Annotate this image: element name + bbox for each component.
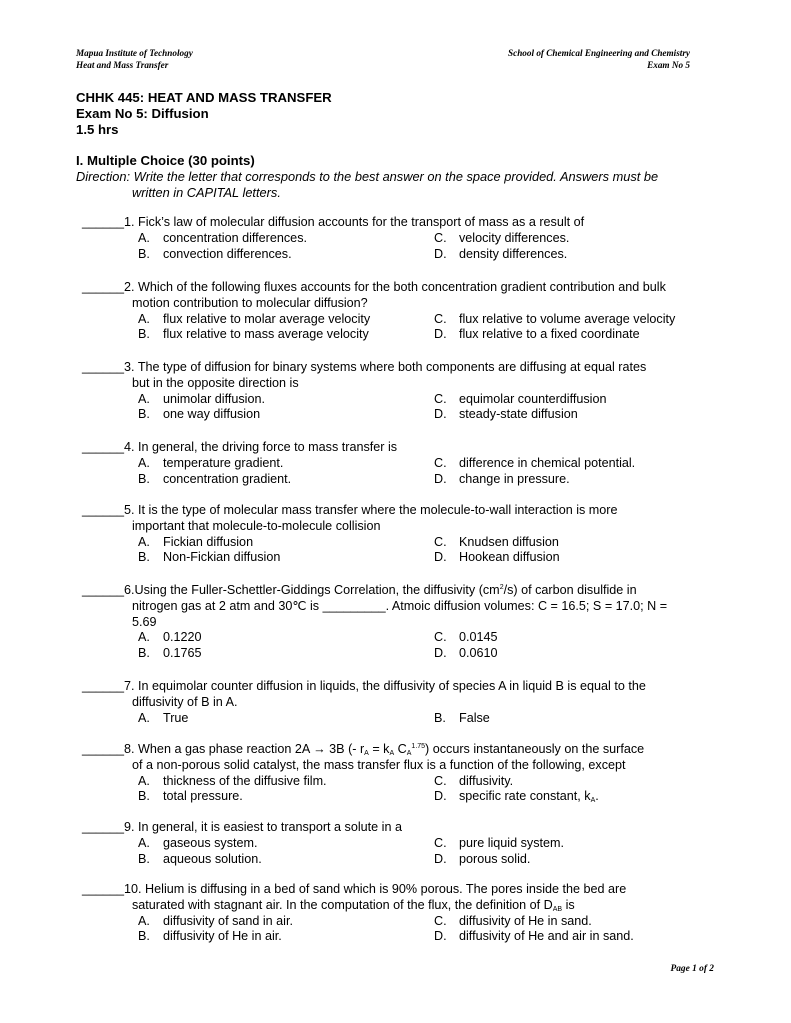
subscript: A [364,750,369,757]
question-stem-cont: motion contribution to molecular diffusion? [132,295,368,310]
page-number: Page 1 of 2 [670,964,714,974]
answer-blank[interactable]: ______ [82,503,125,517]
answer-blank[interactable]: ______ [82,882,125,896]
question-stem-cont: diffusivity of B in A. [132,694,238,709]
question-number: 6. [124,583,135,597]
question-stem: The type of diffusion for binary systems where both components are diffusing at equal rates [134,360,647,374]
header-right [460,47,690,71]
option-d: D. steady-state diffusion [434,407,578,422]
option-b: B. total pressure. [138,789,243,804]
option-a: A. diffusivity of sand in air. [138,913,293,928]
question-stem-cont: nitrogen gas at 2 atm and 30℃ is _________. Atmoic diffusion volumes: C = 16.5; S = 17.0; N = [132,598,668,613]
option-d: D. density differences. [434,246,568,261]
option-b: B. one way diffusion [138,407,261,422]
options-row [82,711,722,727]
question-stem: In general, it is easiest to transport a solute in a [134,820,402,834]
option-a: A. flux relative to molar average velocity [138,311,371,326]
option-b: B. diffusivity of He in air. [138,929,282,944]
question-number: 8. [124,742,135,756]
question-number: 4. [124,440,135,454]
question-stem-cont: but in the opposite direction is [132,375,299,390]
options-row [82,535,722,551]
question-stem: When a gas phase reaction 2A → 3B (- r [134,742,365,756]
options-row [82,929,722,945]
options-row [82,852,722,868]
question-stem-cont: important that molecule-to-molecule collision [132,518,381,533]
question-3 [82,360,722,423]
section-heading: I. Multiple Choice (30 points) [76,153,255,168]
answer-blank[interactable]: ______ [82,679,125,693]
option-c: C. diffusivity. [434,773,514,788]
subscript: A [389,750,395,757]
question-stem-cont: of a non-porous solid catalyst, the mass transfer flux is a function of the following, except [132,757,626,772]
question-number: 9. [124,820,135,834]
stem-part: C [394,742,407,756]
options-row [82,456,722,472]
stem-part: = k [368,742,390,756]
option-d: D. porous solid. [434,851,531,866]
question-7 [82,679,722,726]
answer-blank[interactable]: ______ [82,440,125,454]
direction-text-1: Write the letter that corresponds to the best answer on the space provided. Answers must be [130,169,659,184]
option-a: A. concentration differences. [138,230,307,245]
option-a: A. temperature gradient. [138,455,284,470]
answer-blank[interactable]: ______ [82,215,125,229]
question-5 [82,503,722,566]
option-a: A. 0.1220 [138,630,202,645]
option-a: A. gaseous system. [138,835,258,850]
option-c: C. diffusivity of He in sand. [434,913,592,928]
options-row [82,836,722,852]
question-6 [82,583,722,662]
exam-title: Exam No 5: Diffusion [76,106,209,121]
question-9 [82,820,722,867]
school-name: School of Chemical Engineering and Chemistry [508,48,690,58]
option-c: C. difference in chemical potential. [434,455,636,470]
options-row [82,646,722,662]
subscript: A [406,750,412,757]
option-d: D. specific rate constant, $k_A$. [434,789,599,805]
option-c: C. 0.0145 [434,630,498,645]
question-stem: Fick’s law of molecular diffusion accounts for the transport of mass as a result of [134,215,585,229]
option-a: A. Fickian diffusion [138,534,254,549]
direction-label: Direction: [76,169,131,184]
question-stem: Which of the following fluxes accounts for the both concentration gradient contribution and bulk [134,280,666,294]
options-row [82,774,722,790]
options-row [82,231,722,247]
options-row [82,789,722,805]
option-b: B. 0.1765 [138,646,202,661]
direction-text-2: written in CAPITAL letters. [132,184,281,200]
course-name: Heat and Mass Transfer [76,60,169,70]
question-stem: In general, the driving force to mass transfer is [134,440,398,454]
option-a: A. unimolar diffusion. [138,391,265,406]
options-row [82,392,722,408]
option-c: C. Knudsen diffusion [434,534,559,549]
answer-blank[interactable]: ______ [82,280,125,294]
option-c: C. equimolar counterdiffusion [434,391,607,406]
option-c: C. flux relative to volume average velocity [434,311,676,326]
options-row [82,550,722,566]
option-a: A. thickness of the diffusive film. [138,773,327,788]
question-number: 3. [124,360,135,374]
question-stem: It is the type of molecular mass transfer where the molecule-to-wall interaction is more [134,503,618,517]
option-b: B. aqueous solution. [138,851,262,866]
question-stem-cont: saturated with stagnant air. In the computation of the flux, the definition of $D_{AB}$ is [132,897,575,913]
options-row [82,247,722,263]
question-1 [82,215,722,262]
options-row [82,327,722,343]
answer-blank[interactable]: ______ [82,820,125,834]
options-row [82,914,722,930]
question-number: 10. [124,882,142,896]
option-d: D. diffusivity of He and air in sand. [434,929,634,944]
question-number: 5. [124,503,135,517]
answer-blank[interactable]: ______ [82,360,125,374]
question-number: 7. [124,679,135,693]
options-row [82,630,722,646]
question-stem: Using the Fuller-Schettler-Giddings Correlation, the diffusivity (cm [134,583,500,597]
question-stem-cont-2: 5.69 [132,614,157,629]
institution-name: Mapua Institute of Technology [76,48,193,58]
header-left [76,47,193,71]
exam-label: Exam No 5 [647,60,690,70]
option-c: C. pure liquid system. [434,835,564,850]
options-row [82,472,722,488]
option-b: B. False [434,710,490,725]
question-stem: In equimolar counter diffusion in liquids, the diffusivity of species A in liquid B is equal to the [134,679,646,693]
option-c: C. velocity differences. [434,230,570,245]
option-a: A. True [138,710,189,725]
question-stem-b: /s) of carbon disulfide in [503,583,637,597]
option-d: D. 0.0610 [434,646,498,661]
question-4 [82,440,722,487]
option-d: D. Hookean diffusion [434,550,560,565]
direction [76,169,716,200]
option-d: D. flux relative to a fixed coordinate [434,327,640,342]
options-row [82,312,722,328]
answer-blank[interactable]: ______ [82,742,125,756]
options-row [82,407,722,423]
title-block [76,90,332,138]
question-stem: Helium is diffusing in a bed of sand which is 90% porous. The pores inside the bed are [141,882,627,896]
superscript: 2 [499,584,504,591]
option-b: B. concentration gradient. [138,471,292,486]
question-2 [82,280,722,343]
option-b: B. Non-Fickian diffusion [138,550,281,565]
option-b: B. convection differences. [138,246,292,261]
option-d: D. change in pressure. [434,471,570,486]
superscript: 1.75 [411,743,426,750]
question-number: 2. [124,280,135,294]
stem-part: ) occurs instantaneously on the surface [425,742,645,756]
answer-blank[interactable]: ______ [82,583,125,597]
exam-duration: 1.5 hrs [76,122,119,137]
question-8 [82,742,722,805]
option-b: B. flux relative to mass average velocity [138,327,369,342]
question-number: 1. [124,215,135,229]
course-title: CHHK 445: HEAT AND MASS TRANSFER [76,90,332,105]
question-10 [82,882,722,945]
